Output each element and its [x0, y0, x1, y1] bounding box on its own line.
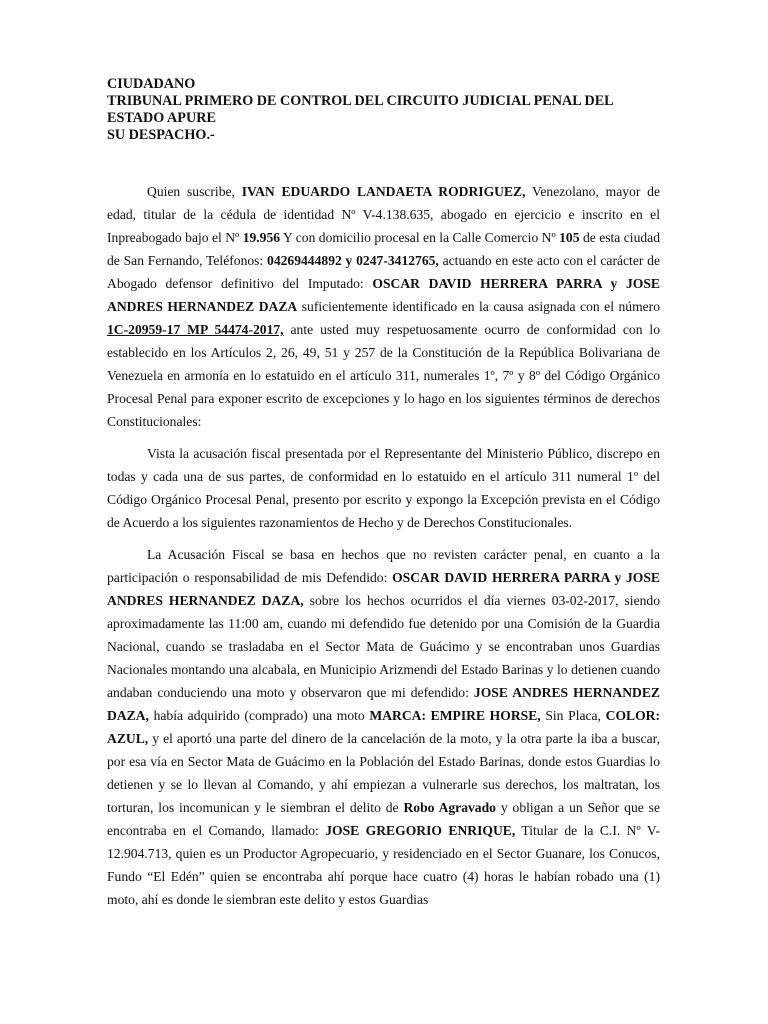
defendant-names: OSCAR DAVID HERRERA PARRA y JOSE ANDRES HERNANDEZ DAZA, — [107, 570, 660, 608]
text-span: de esta ciudad de San Fernando, Teléfonos: — [107, 230, 660, 268]
addressee-header — [107, 76, 660, 144]
bar-number: 19.956 — [242, 230, 281, 245]
text-span: sobre los hechos ocurridos el día viernes 03-02-2017, siendo aproximadamente las 11:00 am, cuando mi defendido fue detenido por una Comisión de la Guardia Nacional, cuando se trasladaba en el Sector Mata de Guácimo y se encontraban unos Guardias Nacionales montando una alcabala, en Municipio Arizmendi del Estado Barinas y lo detienen cuando andaban conduciendo una moto y observaron que mi defendido: — [107, 593, 661, 700]
text-span: y el aportó una parte del dinero de la cancelación de la moto, y la otra parte la iba a buscar, por esa vía en Sector Mata de Guácimo en la Población del Estado Barinas, donde estos Guardias lo detienen y se lo llevan al Comando, y ahí empiezan a vulnerarle sus derechos, los maltratan, los torturan, los incomunican y le siembran el delito de — [107, 731, 660, 815]
defendant-names: OSCAR DAVID HERRERA PARRA y JOSE ANDRES HERNANDEZ DAZA — [107, 276, 660, 314]
witness-name: JOSE GREGORIO ENRIQUE, — [325, 823, 516, 838]
text-span: La Acusación Fiscal se basa en hechos que no revisten carácter penal, en cuanto a la participación o responsabilidad de mis Defendido: — [107, 547, 660, 585]
header-line-office: SU DESPACHO.- — [107, 127, 215, 143]
vehicle-color: COLOR: AZUL, — [107, 708, 660, 746]
header-line-state: ESTADO APURE — [107, 110, 216, 126]
vehicle-brand: MARCA: EMPIRE HORSE, — [369, 708, 541, 723]
street-number: 105 — [559, 230, 580, 245]
header-line-tribunal: TRIBUNAL PRIMERO DE CONTROL DEL CIRCUITO JUDICIAL PENAL DEL — [107, 93, 614, 109]
text-span: Titular de la C.I. Nº V-12.904.713, quien es un Productor Agropecuario, y residenciado en el Sector Guanare, los Conucos, Fundo “El Edén” quien se encontraba ahí porque hace cuatro (4) horas le habían robado una (1) moto, ahí es donde le siembran este delito y estos Guardias — [107, 823, 660, 907]
text-span: Venezolano, mayor de edad, titular de la cédula de identidad Nº V-4.138.635, abogado en ejercicio e inscrito en el Inpreabogado bajo el Nº — [107, 184, 660, 245]
document-page — [107, 76, 660, 911]
text-span: ante usted muy respetuosamente ocurro de conformidad con lo establecido en los Artículos 2, 26, 49, 51 y 257 de la Constitución de la República Bolivariana de Venezuela en armonía en lo estatuido en el artículo 311, numerales 1º, 7º y 8º del Código Orgánico Procesal Penal para exponer escrito de excepciones y lo hago en los siguientes términos de derechos Constitucionales: — [107, 322, 660, 429]
case-number: 1C-20959-17 MP 54474-2017, — [107, 322, 284, 337]
text-span: Quien suscribe, — [147, 184, 242, 199]
document-body — [107, 180, 660, 911]
text-span: y obligan a un Señor que se encontraba en el Comando, llamado: — [107, 800, 660, 838]
text-span: había adquirido (comprado) una moto — [148, 708, 370, 723]
text-span: Sin Placa, — [540, 708, 606, 723]
charged-offense: Robo Agravado — [403, 800, 496, 815]
text-span: suficientemente identificado en la causa asignada con el número — [297, 299, 660, 314]
text-span: Y con domicilio procesal en la Calle Comercio Nº — [280, 230, 560, 245]
phone-numbers: 04269444892 y 0247-3412765, — [267, 253, 439, 268]
paragraph-objection — [107, 442, 660, 534]
paragraph-facts — [107, 543, 660, 911]
text-span: Vista la acusación fiscal presentada por el Representante del Ministerio Público, discrepo en todas y cada una de sus partes, de conformidad en lo estatuido en el artículo 311 numeral 1º del Código Orgánico Procesal Penal, presento por escrito y expongo la Excepción prevista en el Código de Acuerdo a los siguientes razonamientos de Hecho y de Derechos Constitucionales. — [107, 446, 660, 530]
lawyer-name: IVAN EDUARDO LANDAETA RODRIGUEZ, — [241, 184, 526, 199]
text-span: actuando en este acto con el carácter de Abogado defensor definitivo del Imputado: — [107, 253, 660, 291]
paragraph-introduction — [107, 180, 660, 433]
defendant-name: JOSE ANDRES HERNANDEZ DAZA, — [107, 685, 660, 723]
header-line-citizen: CIUDADANO — [107, 76, 196, 92]
